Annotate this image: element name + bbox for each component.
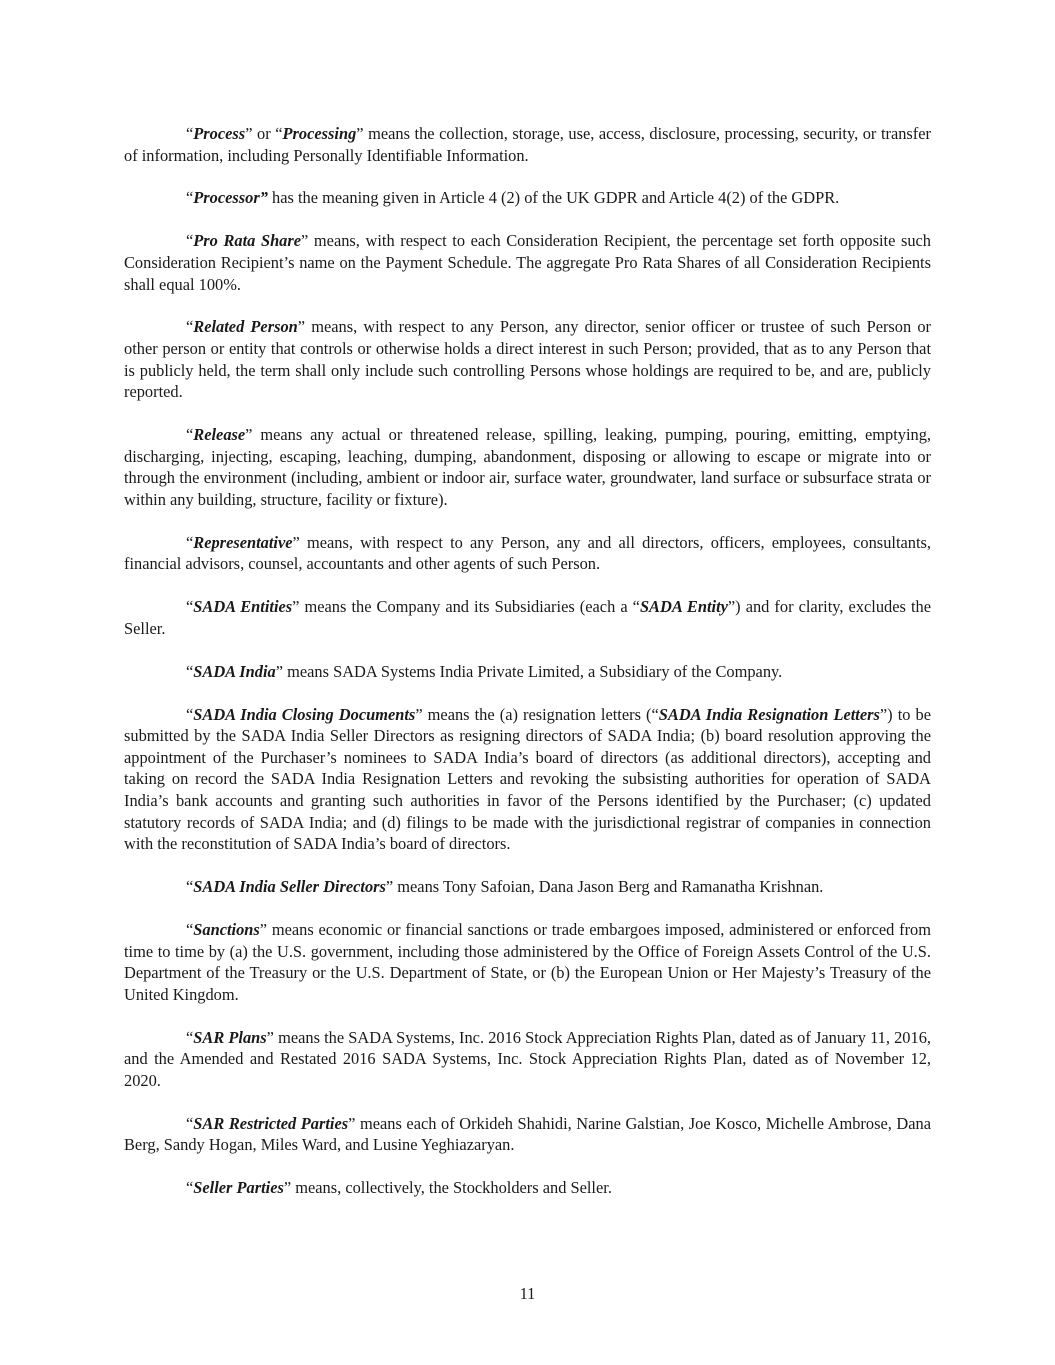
- defined-term: Process: [193, 124, 246, 143]
- defined-term: Processing: [282, 124, 357, 143]
- definition-text: ”) to be submitted by the SADA India Seller Directors as resigning directors of SADA India; (b) board resolution approving the appointment of the Purchaser’s nominees to SADA India’s board of directors (as additional directors), accepting and taking on record the SADA India Resignation Letters and revoking the subsisting authorities for operation of SADA India’s bank accounts and granting such authorities in favor of the Persons identified by the Purchaser; (c) updated statutory records of SADA India; and (d) filings to be made with the jurisdictional registrar of companies in connection with the reconstitution of SADA India’s board of directors.: [124, 704, 931, 854]
- defined-term: SADA India Closing Documents: [193, 704, 416, 724]
- definition-sada-india: [124, 661, 931, 683]
- definition-pro-rata-share: [124, 230, 931, 295]
- definition-text: ” means, with respect to each Consideration Recipient, the percentage set forth opposite such Consideration Recipient’s name on the Payment Schedule. The aggregate Pro Rata Shares of all Consideration Recipients shall equal 100%.: [124, 231, 931, 294]
- definition-text: ” means, collectively, the Stockholders and Seller.: [283, 1178, 612, 1198]
- text-segment: “: [186, 317, 194, 337]
- document-page: [124, 123, 931, 1220]
- text-segment: “: [186, 877, 194, 897]
- text-segment: ” means the Company and its Subsidiaries (each a “: [292, 597, 640, 617]
- text-segment: “: [186, 597, 194, 617]
- text-segment: “: [186, 124, 194, 143]
- definition-text: ” means the collection, storage, use, access, disclosure, processing, security, or transfer of information, including Personally Identifiable Information.: [124, 124, 931, 165]
- text-segment: “: [186, 425, 194, 445]
- defined-term: SADA Entities: [193, 597, 293, 617]
- definition-text: ” means economic or financial sanctions or trade embargoes imposed, administered or enforced from time to time by (a) the U.S. government, including those administered by the Office of Foreign Assets Control of the U.S. Department of the Treasury or the U.S. Department of State, or (b) the European Union or Her Majesty’s Treasury of the United Kingdom.: [124, 920, 931, 1004]
- definition-sada-india-seller-directors: [124, 876, 931, 898]
- text-segment: “: [186, 188, 194, 208]
- defined-term: SADA India: [193, 661, 276, 681]
- definition-processor: [124, 187, 931, 209]
- text-segment: ” or “: [245, 124, 283, 143]
- text-segment: “: [186, 1113, 194, 1133]
- definition-sada-entities: [124, 596, 931, 639]
- defined-term: Pro Rata Share: [193, 231, 302, 251]
- defined-term: Sanctions: [193, 920, 260, 939]
- definition-seller-parties: [124, 1177, 931, 1199]
- text-segment: “: [186, 920, 194, 939]
- definition-representative: [124, 532, 931, 575]
- definition-release: [124, 424, 931, 510]
- definition-text: ” means any actual or threatened release, spilling, leaking, pumping, pouring, emitting, emptying, discharging, injecting, escaping, leaching, dumping, abandonment, disposing or allowing to escape or migrate into or through the environment (including, ambient or indoor air, surface water, groundwater, land surface or subsurface strata or within any building, structure, facility or fixture).: [124, 425, 931, 509]
- definition-text: ”) and for clarity, excludes the Seller.: [124, 597, 931, 638]
- defined-term: Seller Parties: [193, 1178, 284, 1198]
- defined-term: SADA India Resignation Letters: [658, 704, 880, 724]
- defined-term: SAR Restricted Parties: [193, 1113, 349, 1133]
- definition-text: ” means the SADA Systems, Inc. 2016 Stock Appreciation Rights Plan, dated as of January 11, 2016, and the Amended and Restated 2016 SADA Systems, Inc. Stock Appreciation Rights Plan, dated as of November 12, 2020.: [124, 1027, 931, 1090]
- defined-term: Related Person: [193, 317, 298, 337]
- definition-text: has the meaning given in Article 4 (2) of the UK GDPR and Article 4(2) of the GDPR.: [267, 188, 840, 208]
- page-number: 11: [519, 1284, 536, 1303]
- text-segment: “: [186, 704, 194, 724]
- definition-sanctions: [124, 919, 931, 1005]
- definition-sada-india-closing-documents: [124, 704, 931, 855]
- text-segment: “: [186, 231, 194, 251]
- definition-text: ” means SADA Systems India Private Limited, a Subsidiary of the Company.: [275, 661, 783, 681]
- defined-term: Processor”: [193, 188, 268, 208]
- definition-text: ” means, with respect to any Person, any and all directors, officers, employees, consultants, financial advisors, counsel, accountants and other agents of such Person.: [124, 532, 931, 574]
- defined-term: SAR Plans: [193, 1027, 267, 1047]
- text-segment: “: [186, 661, 194, 681]
- defined-term: Release: [193, 425, 246, 445]
- text-segment: “: [186, 1027, 194, 1047]
- definition-related-person: [124, 316, 931, 402]
- text-segment: “: [186, 532, 194, 552]
- definition-sar-plans: [124, 1027, 931, 1092]
- definition-text: ” means, with respect to any Person, any director, senior officer or trustee of such Person or other person or entity that controls or otherwise holds a direct interest in such Person; provided, that as to any Person that is publicly held, the term shall only include such controlling Persons whose holdings are required to be, and are, publicly reported.: [124, 317, 931, 402]
- definition-text: ” means each of Orkideh Shahidi, Narine Galstian, Joe Kosco, Michelle Ambrose, Dana Berg, Sandy Hogan, Miles Ward, and Lusine Yeghiazaryan.: [124, 1113, 931, 1155]
- definition-sar-restricted-parties: [124, 1113, 931, 1156]
- defined-term: Representative: [193, 532, 293, 552]
- definition-text: ” means Tony Safoian, Dana Jason Berg and Ramanatha Krishnan.: [385, 877, 824, 897]
- text-segment: “: [186, 1178, 194, 1198]
- text-segment: ” means the (a) resignation letters (“: [415, 704, 659, 724]
- defined-term: SADA Entity: [639, 597, 728, 617]
- defined-term: SADA India Seller Directors: [193, 877, 386, 897]
- definition-process: [124, 123, 931, 166]
